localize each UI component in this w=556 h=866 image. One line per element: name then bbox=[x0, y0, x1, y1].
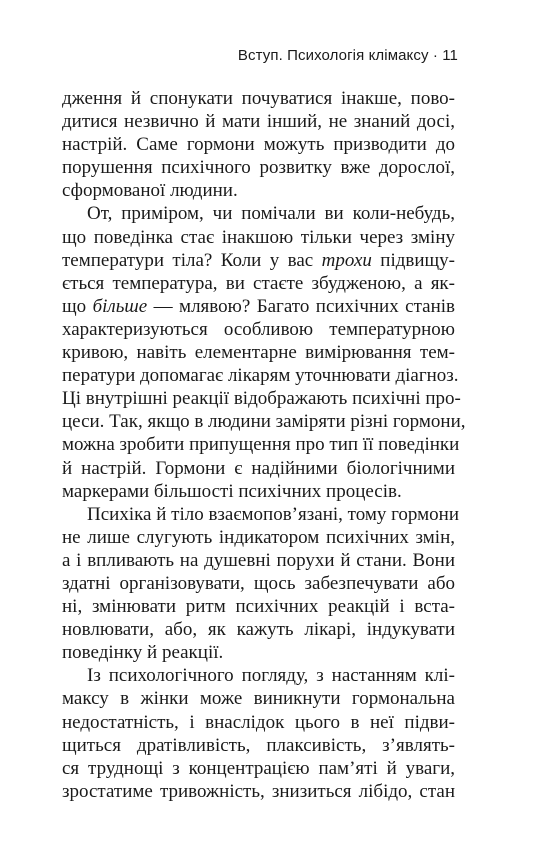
text-segment: підвищу- bbox=[371, 249, 455, 271]
text-segment: що bbox=[62, 295, 93, 317]
text-line bbox=[62, 202, 455, 225]
text-segment: ператури допомагає лікарям уточнювати діагноз. bbox=[62, 365, 459, 387]
text-line bbox=[62, 457, 455, 480]
text-segment: зростатиме тривожність, знизиться лібідо, стан bbox=[62, 780, 455, 802]
text-segment: й настрій. Гормони є надійними біологічними bbox=[62, 457, 455, 479]
text-line bbox=[62, 318, 455, 341]
text-line bbox=[62, 179, 455, 202]
italic-text: трохи bbox=[321, 249, 372, 271]
text-line bbox=[62, 618, 455, 641]
text-segment: недостатність, і внаслідок цього в неї підви- bbox=[62, 711, 455, 733]
text-line bbox=[62, 156, 455, 179]
text-line bbox=[62, 480, 455, 503]
paragraph bbox=[62, 503, 459, 665]
text-segment: новлювати, або, як кажуть лікарі, індукувати bbox=[62, 619, 455, 641]
text-segment: Ці внутрішні реакції відображають психічні про- bbox=[62, 388, 461, 410]
text-segment: не лише слугують індикатором психічних змін, bbox=[62, 526, 455, 548]
text-segment: а і впливають на душевні порухи й стани. Вони bbox=[62, 549, 455, 571]
text-line bbox=[62, 687, 455, 710]
text-segment: щиться дратівливість, плаксивість, з’являть- bbox=[62, 734, 455, 756]
text-line bbox=[62, 341, 455, 364]
text-segment: настрій. Саме гормони можуть призводити до bbox=[62, 134, 455, 156]
text-segment: температури тіла? Коли у вас bbox=[62, 249, 322, 271]
text-line bbox=[62, 133, 455, 156]
text-line bbox=[62, 272, 455, 295]
text-segment: Психіка й тіло взаємопов’язані, тому гормони bbox=[87, 503, 459, 525]
text-line bbox=[62, 595, 455, 618]
text-segment: здатні організовувати, щось забезпечувати або bbox=[62, 572, 455, 594]
text-line bbox=[62, 87, 455, 110]
text-segment: дження й спонукати почуватися інакше, пово- bbox=[62, 88, 455, 109]
text-line bbox=[62, 226, 455, 249]
text-line bbox=[62, 664, 455, 687]
text-line bbox=[62, 711, 455, 734]
text-line bbox=[62, 780, 455, 803]
text-segment: сформованої людини. bbox=[62, 180, 238, 202]
body-text bbox=[62, 87, 466, 803]
text-segment: маркерами більшості психічних процесів. bbox=[62, 480, 402, 502]
text-segment: поведінку й реакції. bbox=[62, 642, 224, 664]
text-line bbox=[62, 641, 455, 664]
text-segment: кривою, навіть елементарне вимірювання тем- bbox=[62, 342, 455, 364]
text-line bbox=[62, 734, 455, 757]
text-segment: ється температура, ви стаєте збудженою, а як- bbox=[62, 272, 455, 294]
text-line bbox=[62, 549, 455, 572]
text-line bbox=[62, 526, 455, 549]
paragraph bbox=[62, 87, 455, 202]
text-line bbox=[62, 387, 461, 410]
text-line bbox=[62, 249, 455, 272]
text-line bbox=[62, 757, 455, 780]
text-line bbox=[62, 433, 460, 456]
text-line bbox=[62, 364, 459, 387]
paragraph bbox=[62, 202, 466, 502]
text-segment: — млявою? Багато психічних станів bbox=[147, 295, 455, 317]
text-segment: От, приміром, чи помічали ви коли-небудь, bbox=[87, 203, 455, 225]
italic-text: більше bbox=[92, 295, 148, 317]
text-line bbox=[62, 503, 459, 526]
text-segment: що поведінка стає інакшою тільки через зміну bbox=[62, 226, 455, 248]
text-line bbox=[62, 410, 466, 433]
paragraph bbox=[62, 664, 455, 803]
text-segment: Із психологічного погляду, з настанням клі- bbox=[87, 665, 455, 687]
text-line bbox=[62, 572, 455, 595]
text-segment: ся труднощі з концентрацією пам’яті й уваги, bbox=[62, 757, 455, 779]
text-segment: максу в жінки може виникнути гормональна bbox=[62, 688, 455, 710]
text-segment: дитися незвично й мати інший, не знаний досі, bbox=[62, 111, 455, 133]
text-segment: порушення психічного розвитку вже дорослої, bbox=[62, 157, 455, 179]
text-segment: можна зробити припущення про тип її поведінки bbox=[62, 434, 460, 456]
text-segment: цеси. Так, якщо в людини заміряти різні гормони, bbox=[62, 411, 466, 433]
running-head: Вступ. Психологія клімаксу · 11 bbox=[237, 47, 458, 64]
text-line bbox=[62, 295, 455, 318]
text-segment: ні, змінювати ритм психічних реакцій і вста- bbox=[62, 596, 455, 618]
text-segment: характеризуються особливою температурною bbox=[62, 318, 455, 340]
text-line bbox=[62, 110, 455, 133]
